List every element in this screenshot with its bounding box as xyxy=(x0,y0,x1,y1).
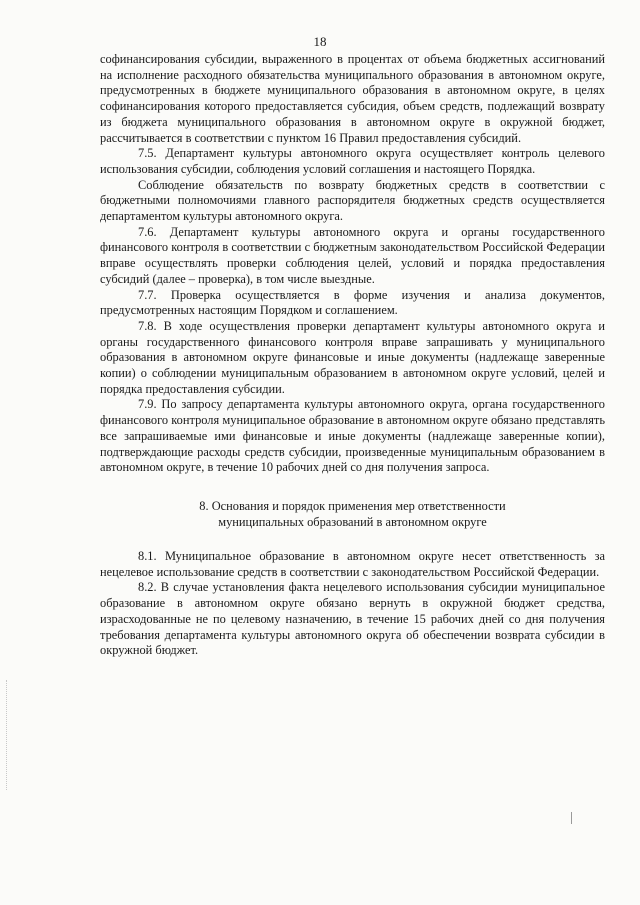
paragraph-8-2: 8.2. В случае установления факта нецелевого использования субсидии муниципальное образование в автономном округе обязано вернуть в окружной бюджет средства, израсходованные не по целевому назначению, в течение 15 рабочих дней со дня получения требования департамента культуры автономного округа об обеспечении возврата субсидии в окружной бюджет. xyxy=(100,580,605,658)
paragraph-7-7: 7.7. Проверка осуществляется в форме изучения и анализа документов, предусмотренных настоящим Порядком и соглашением. xyxy=(100,287,605,318)
paragraph-7-9: 7.9. По запросу департамента культуры автономного округа, органа государственного финансового контроля муниципальное образование в автономном округе обязано представлять все запрашиваемые ими финансовые и иные документы (надлежаще заверенные копии), подтверждающие расходы средств субсидии, произведенные муниципальным образованием в автономном округе, в течение 10 рабочих дней со дня получения запроса. xyxy=(100,397,605,475)
paragraph-obligations: Соблюдение обязательств по возврату бюджетных средств в соответствии с бюджетными полномочиями главного распорядителя бюджетных средств осуществляется департаментом культуры автономного округа. xyxy=(100,177,605,224)
paragraph-7-5: 7.5. Департамент культуры автономного округа осуществляет контроль целевого использования субсидии, соблюдения условий соглашения и настоящего Порядка. xyxy=(100,146,605,176)
paragraph-7-8: 7.8. В ходе осуществления проверки департамент культуры автономного округа и органы государственного финансового контроля вправе запрашивать у муниципального образования в автономном округе финансовые и иные документы (надлежаще заверенные копии) о соблюдении муниципальным образованием в автономном округе условий, целей и порядка предоставления субсидии. xyxy=(100,318,605,396)
scan-artifact-mark xyxy=(571,812,572,824)
paragraph-8-1: 8.1. Муниципальное образование в автономном округе несет ответственность за нецелевое использование средств в соответствии с законодательством Российской Федерации. xyxy=(100,548,605,579)
scan-edge-dots xyxy=(6,680,8,790)
paragraph-continuation: софинансирования субсидии, выраженного в процентах от объема бюджетных ассигнований на исполнение расходного обязательства муниципального образования в автономном округе, предусмотренных в бюджете муниципального образования в автономном округе, в целях софинансирования которого предоставляется субсидия, объем средств, подлежащий возврату из бюджета муниципального образования в автономном округе в окружной бюджет, рассчитывается в соответствии с пунктом 16 Правил предоставления субсидий. xyxy=(100,52,605,145)
document-body xyxy=(100,52,605,659)
section-8-title xyxy=(100,498,605,530)
page-number: 18 xyxy=(313,34,327,49)
paragraph-7-6: 7.6. Департамент культуры автономного округа и органы государственного финансового контроля в соответствии с бюджетным законодательством Российской Федерации вправе осуществлять проверки соблюдения целей, условий и порядка предоставления субсидий (далее – проверка), в том числе выездные. xyxy=(100,224,605,286)
section-8-title-line2: муниципальных образований в автономном округе xyxy=(218,514,487,529)
section-8-title-line1: 8. Основания и порядок применения мер ответственности xyxy=(199,498,506,513)
